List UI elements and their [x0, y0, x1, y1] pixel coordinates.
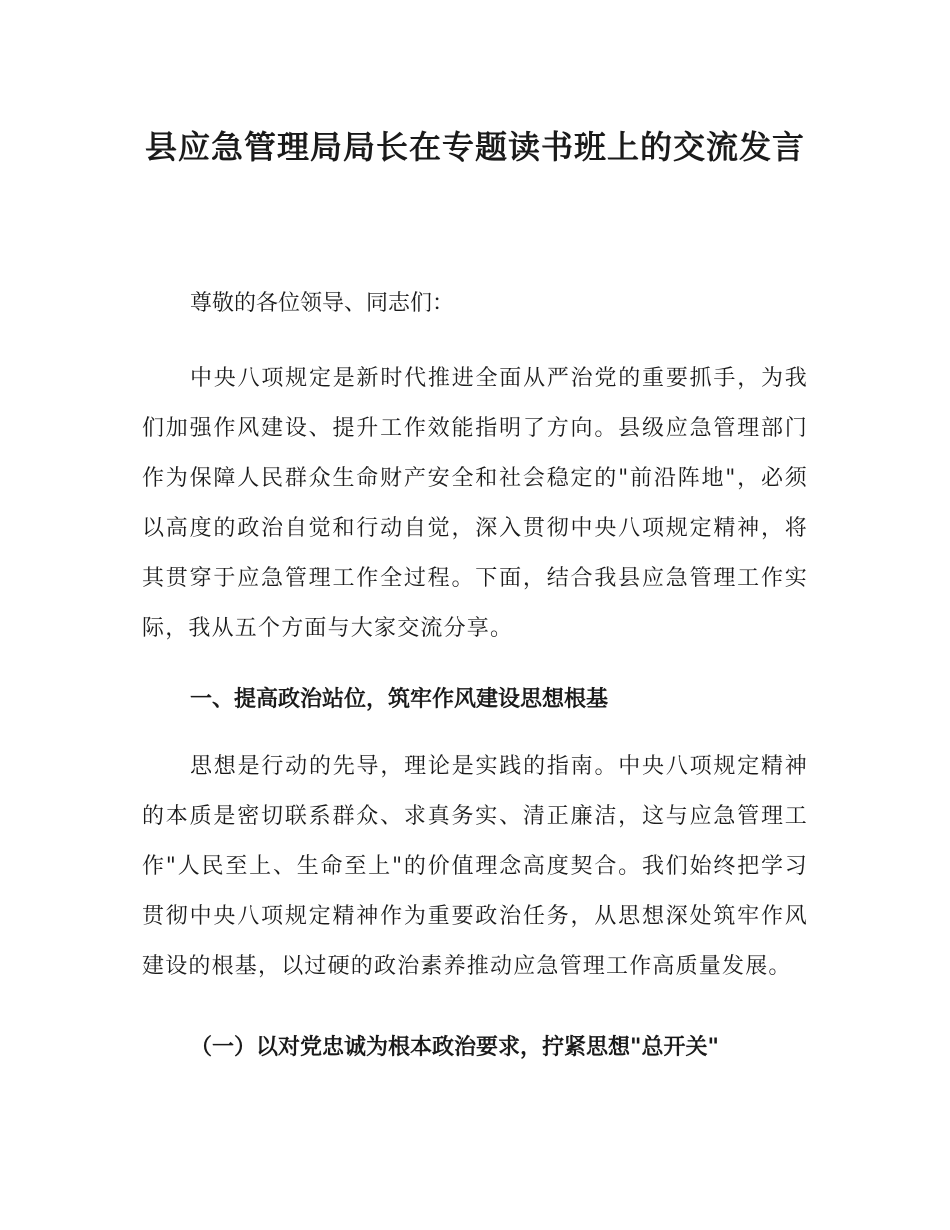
document-title: 县应急管理局局长在专题读书班上的交流发言	[144, 128, 805, 166]
intro-paragraph: 中央八项规定是新时代推进全面从严治党的重要抓手，为我们加强作风建设、提升工作效能指明了方向。县级应急管理部门作为保障人民群众生命财产安全和社会稳定的"前沿阵地"，必须以高度的政治自觉和行动自觉，深入贯彻中央八项规定精神，将其贯穿于应急管理工作全过程。下面，结合我县应急管理工作实际，我从五个方面与大家交流分享。	[142, 366, 808, 641]
section-heading: 一、提高政治站位，筑牢作风建设思想根基	[190, 687, 609, 712]
section-paragraph: 思想是行动的先导，理论是实践的指南。中央八项规定精神的本质是密切联系群众、求真务实、清正廉洁，这与应急管理工作"人民至上、生命至上"的价值理念高度契合。我们始终把学习贯彻中央八项规定精神作为重要政治任务，从思想深处筑牢作风建设的根基，以过硬的政治素养推动应急管理工作高质量发展。	[142, 754, 808, 979]
salutation: 尊敬的各位领导、同志们：	[190, 291, 455, 316]
sub-heading: （一）以对党忠诚为根本政治要求，拧紧思想"总开关"	[190, 1035, 719, 1060]
